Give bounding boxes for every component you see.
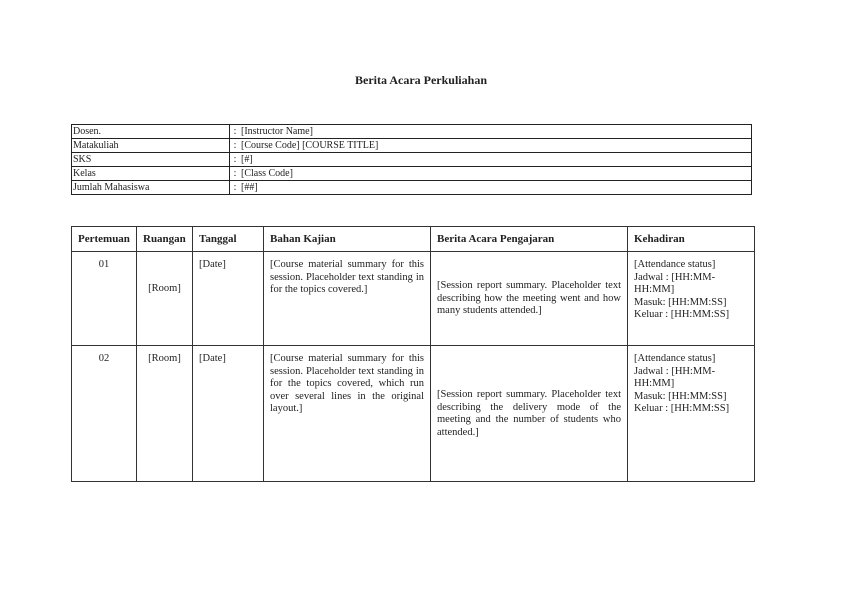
attendance-status: [Attendance status] bbox=[634, 259, 716, 270]
info-table bbox=[71, 124, 752, 195]
info-label: Matakuliah bbox=[72, 139, 230, 153]
info-value: [Instructor Name] bbox=[240, 125, 752, 139]
info-label: Jumlah Mahasiswa bbox=[72, 181, 230, 195]
cell-date: [Date] bbox=[193, 252, 264, 346]
header-date: Tanggal bbox=[193, 227, 264, 252]
attendance-in: Masuk: [HH:MM:SS] bbox=[634, 390, 727, 402]
info-separator: : bbox=[230, 153, 241, 167]
info-value: [#] bbox=[240, 153, 752, 167]
attendance-status: [Attendance status] bbox=[634, 353, 716, 364]
info-value: [Class Code] bbox=[240, 167, 752, 181]
table-header-row bbox=[72, 227, 755, 252]
info-separator: : bbox=[230, 125, 241, 139]
lecture-log-table bbox=[71, 226, 755, 482]
cell-attendance bbox=[628, 252, 755, 346]
table-row bbox=[72, 252, 755, 346]
attendance-out: Keluar : [HH:MM:SS] bbox=[634, 309, 730, 320]
cell-topic: [Course material summary for this session. Placeholder text standing in for the topics covered.] bbox=[264, 252, 431, 346]
info-row-lecturer bbox=[72, 125, 752, 139]
attendance-in: Masuk: [HH:MM:SS] bbox=[634, 296, 727, 308]
table-row bbox=[72, 346, 755, 482]
cell-meeting: 02 bbox=[72, 346, 137, 482]
page-title: Berita Acara Perkuliahan bbox=[355, 73, 487, 87]
cell-topic: [Course material summary for this session. Placeholder text standing in for the topics covered, which run over several lines in the original layout.] bbox=[264, 346, 431, 482]
info-separator: : bbox=[230, 139, 241, 153]
attendance-schedule: Jadwal : [HH:MM-HH:MM] bbox=[634, 271, 716, 295]
header-room: Ruangan bbox=[137, 227, 193, 252]
info-value: [Course Code] [COURSE TITLE] bbox=[240, 139, 752, 153]
info-row-credits bbox=[72, 153, 752, 167]
attendance-schedule: Jadwal : [HH:MM-HH:MM] bbox=[634, 365, 716, 389]
info-row-class bbox=[72, 167, 752, 181]
info-label: Kelas bbox=[72, 167, 230, 181]
header-attendance: Kehadiran bbox=[628, 227, 755, 252]
info-label: Dosen. bbox=[72, 125, 230, 139]
cell-room bbox=[137, 252, 193, 346]
cell-room: [Room] bbox=[137, 346, 193, 482]
cell-report: [Session report summary. Placeholder text describing the delivery mode of the meeting and the number of students who attended.] bbox=[431, 346, 628, 482]
header-meeting: Pertemuan bbox=[72, 227, 137, 252]
info-separator: : bbox=[230, 167, 241, 181]
room-text: [Room] bbox=[148, 283, 181, 294]
header-topic: Bahan Kajian bbox=[264, 227, 431, 252]
header-report: Berita Acara Pengajaran bbox=[431, 227, 628, 252]
info-row-students bbox=[72, 181, 752, 195]
attendance-out: Keluar : [HH:MM:SS] bbox=[634, 403, 730, 414]
cell-date: [Date] bbox=[193, 346, 264, 482]
info-value: [##] bbox=[240, 181, 752, 195]
info-label: SKS bbox=[72, 153, 230, 167]
cell-attendance bbox=[628, 346, 755, 482]
cell-meeting: 01 bbox=[72, 252, 137, 346]
info-separator: : bbox=[230, 181, 241, 195]
info-row-course bbox=[72, 139, 752, 153]
cell-report: [Session report summary. Placeholder text describing how the meeting went and how many students attended.] bbox=[431, 252, 628, 346]
